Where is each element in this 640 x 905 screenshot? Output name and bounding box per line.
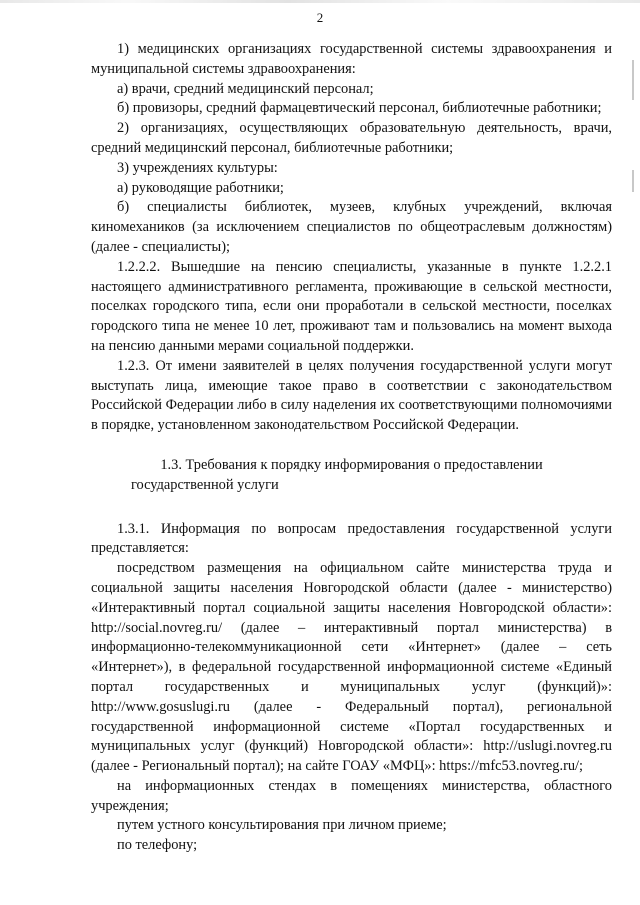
paragraph: а) руководящие работники;	[117, 179, 284, 196]
document-body	[91, 40, 612, 856]
paragraph: 1.2.3. От имени заявителей в целях получения государственной услуги могут выступать лица, имеющие такое право в соответствии с законодательством Российской Федерации либо в силу наделения их соответствующими полномочиями в порядке, установленном законодательством Российской Федерации.	[91, 357, 612, 434]
paragraph: посредством размещения на официальном сайте министерства труда и социальной защиты населения Новгородской области (далее - министерство) «Интерактивный портал социальной защиты населения Новгородской области»: http://social.novreg.ru/ (далее – интерактивный портал министерства) в информационно-телекоммуникационной сети «Интернет» (далее – сеть «Интернет»), в федеральной государственной информационной системе «Единый портал государственных и муниципальных услуг (функций)»: http://www.gosuslugi.ru (далее - Федеральный портал), региональной государственной информационной системе «Портал государственных и муниципальных услуг (функций) Новгородской области»: http://uslugi.novreg.ru (далее - Региональный портал); на сайте ГОАУ «МФЦ»: https://mfc53.novreg.ru/;	[91, 560, 612, 775]
page-number: 2	[316, 10, 324, 25]
paragraph: 3) учреждениях культуры:	[117, 159, 278, 176]
paragraph: б) специалисты библиотек, музеев, клубных учреждений, включая киномехаников (за исключением специалистов по общеотраслевым должностям) (далее - специалисты);	[91, 199, 612, 255]
scan-margin-mark	[632, 60, 634, 100]
section-heading: 1.3. Требования к порядку информирования о предоставлении государственной услуги	[131, 456, 543, 493]
scan-artifact	[0, 0, 640, 3]
paragraph: по телефону;	[117, 837, 198, 854]
paragraph: а) врачи, средний медицинский персонал;	[117, 80, 374, 97]
paragraph: 2) организациях, осуществляющих образовательную деятельность, врачи, средний медицинский персонал, библиотечные работники;	[91, 120, 612, 156]
scan-margin-mark	[632, 170, 634, 192]
paragraph: 1.3.1. Информация по вопросам предоставления государственной услуги представляется:	[91, 520, 612, 557]
paragraph: путем устного консультирования при личном приеме;	[117, 817, 447, 834]
paragraph: 1) медицинских организациях государственной системы здравоохранения и муниципальной системы здравоохранения:	[91, 41, 612, 77]
paragraph: б) провизоры, средний фармацевтический персонал, библиотечные работники;	[117, 100, 602, 117]
paragraph: 1.2.2.2. Вышедшие на пенсию специалисты, указанные в пункте 1.2.2.1 настоящего административного регламента, проживающие в сельской местности, поселках городского типа, если они проработали в сельской местности, поселках городского типа не менее 10 лет, проживают там и пользовались на момент выхода на пенсию данными мерами социальной поддержки.	[91, 258, 612, 354]
paragraph: на информационных стендах в помещениях министерства, областного учреждения;	[91, 777, 612, 814]
